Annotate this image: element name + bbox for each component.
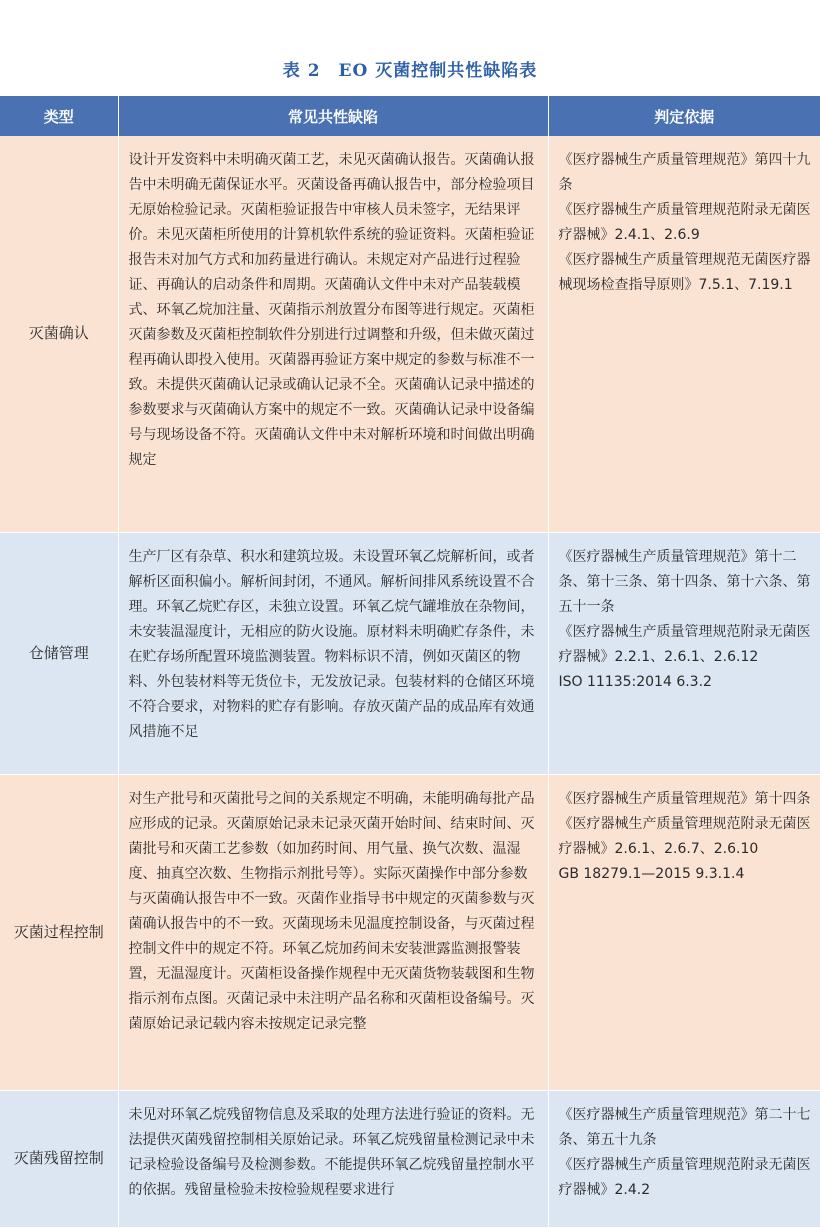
basis-item: 《医疗器械生产质量管理规范》第二十七条、第五十九条 <box>558 1106 811 1148</box>
basis-item: 《医疗器械生产质量管理规范无菌医疗器械现场检查指导原则》7.5.1、7.19.1 <box>558 252 811 293</box>
row-type: 灭菌过程控制 <box>0 774 118 1090</box>
row-defects: 设计开发资料中未明确灭菌工艺，未见灭菌确认报告。灭菌确认报告中未明确无菌保证水平。灭菌设备再确认报告中，部分检验项目无原始检验记录。灭菌柜验证报告中审核人员未签字，无结果评价。未见灭菌柜所使用的计算机软件系统的验证资料。灭菌柜验证报告未对加气方式和加药量进行确认。未规定对产品进行过程验证、再确认的启动条件和周期。灭菌确认文件中未对产品装载模式、环氧乙烷加注量、灭菌指示剂放置分布图等进行规定。灭菌柜灭菌参数及灭菌柜控制软件分别进行过调整和升级，但未做灭菌过程再确认即投入使用。灭菌器再验证方案中规定的参数与标准不一致。未提供灭菌确认记录或确认记录不全。灭菌确认记录中描述的参数要求与灭菌确认方案中的规定不一致。灭菌确认记录中设备编号与现场设备不符。灭菌确认文件中未对解析环境和时间做出明确规定 <box>118 136 548 532</box>
basis-item: 《医疗器械生产质量管理规范附录无菌医疗器械》2.2.1、2.6.1、2.6.12 <box>558 623 811 665</box>
basis-item: ISO 11135:2014 6.3.2 <box>558 673 712 690</box>
row-type: 灭菌残留控制 <box>0 1090 118 1227</box>
row-defects: 生产厂区有杂草、积水和建筑垃圾。未设置环氧乙烷解析间，或者解析区面积偏小。解析间封闭，不通风。解析间排风系统设置不合理。环氧乙烷贮存区，未独立设置。环氧乙烷气罐堆放在杂物间，未安装温湿度计，无相应的防火设施。原材料未明确贮存条件，未在贮存场所配置环境监测装置。物料标识不清，例如灭菌区的物料、外包装材料等无货位卡，无发放记录。包装材料的仓储区环境不符合要求，对物料的贮存有影响。存放灭菌产品的成品库有效通风措施不足 <box>118 532 548 774</box>
row-basis <box>548 136 820 532</box>
basis-item: 《医疗器械生产质量管理规范附录无菌医疗器械》2.4.1、2.6.9 <box>558 202 811 243</box>
eo-sterilization-defects-table <box>0 96 820 1228</box>
table-header-row <box>0 96 820 136</box>
basis-item: 《医疗器械生产质量管理规范》第十四条 <box>558 790 811 807</box>
basis-item: 《医疗器械生产质量管理规范》第十二条、第十三条、第十四条、第十六条、第五十一条 <box>558 548 811 615</box>
table-row <box>0 1090 820 1227</box>
row-type: 仓储管理 <box>0 532 118 774</box>
row-defects: 未见对环氧乙烷残留物信息及采取的处理方法进行验证的资料。无法提供灭菌残留控制相关原始记录。环氧乙烷残留量检测记录中未记录检验设备编号及检测参数。不能提供环氧乙烷残留量控制水平的依据。残留量检验未按检验规程要求进行 <box>118 1090 548 1227</box>
table-row <box>0 774 820 1090</box>
row-basis <box>548 1090 820 1227</box>
header-defects: 常见共性缺陷 <box>118 96 548 136</box>
header-type: 类型 <box>0 96 118 136</box>
header-basis: 判定依据 <box>548 96 820 136</box>
basis-item: GB 18279.1—2015 9.3.1.4 <box>558 865 745 882</box>
basis-item: 《医疗器械生产质量管理规范附录无菌医疗器械》2.4.2 <box>558 1156 811 1198</box>
row-basis <box>548 774 820 1090</box>
table-caption: 表 2 EO 灭菌控制共性缺陷表 <box>282 61 538 81</box>
row-basis <box>548 532 820 774</box>
basis-item: 《医疗器械生产质量管理规范》第四十九条 <box>558 152 811 193</box>
row-defects: 对生产批号和灭菌批号之间的关系规定不明确，未能明确每批产品应形成的记录。灭菌原始记录未记录灭菌开始时间、结束时间、灭菌批号和灭菌工艺参数（如加药时间、用气量、换气次数、温湿度、抽真空次数、生物指示剂批号等）。实际灭菌操作中部分参数与灭菌确认报告中不一致。灭菌作业指导书中规定的灭菌参数与灭菌确认报告中的不一致。灭菌现场未见温度控制设备，与灭菌过程控制文件中的规定不符。环氧乙烷加药间未安装泄露监测报警装置，无温湿度计。灭菌柜设备操作规程中无灭菌货物装载图和生物指示剂布点图。灭菌记录中未注明产品名称和灭菌柜设备编号。灭菌原始记录记载内容未按规定记录完整 <box>118 774 548 1090</box>
row-type: 灭菌确认 <box>0 136 118 532</box>
table-row <box>0 532 820 774</box>
table-row <box>0 136 820 532</box>
basis-item: 《医疗器械生产质量管理规范附录无菌医疗器械》2.6.1、2.6.7、2.6.10 <box>558 815 811 857</box>
